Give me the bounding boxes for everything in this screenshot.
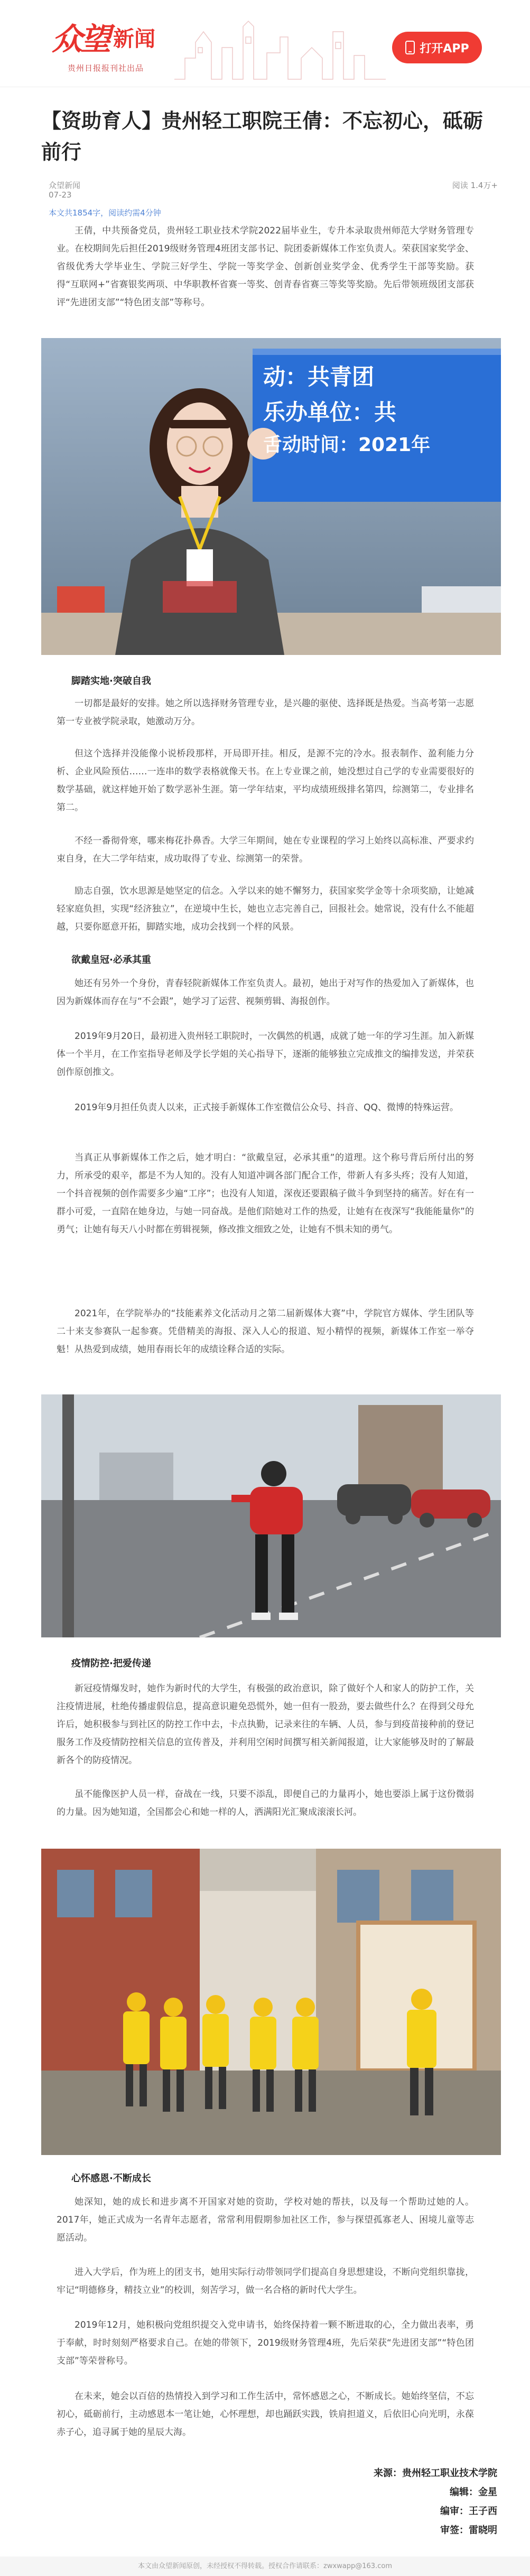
paragraph-intro: 王倩，中共预备党员，贵州轻工职业技术学院2022届毕业生，专升本录取贵州师范大学财务管理专业。在校期间先后担任2019级财务管理4班团支部书记、院团委新媒体工作室负责人。荣获国家奖学金、省级优秀大学毕业生、学院三好学生、学院一等奖学金、创新创业奖学金、优秀学生干部等奖励。获得“互联网+”省赛银奖两项、中华职教杯省赛一等奖、创青春省赛三等奖等奖励。先后带领班级团支部获评“先进团支部”“特色团支部”等称号。 (57, 226, 474, 308)
article-title: 【资助育人】贵州轻工职院王倩：不忘初心，砥砺前行 (41, 109, 483, 164)
paragraph-7: 2019年9月20日，最初进入贵州轻工职院时，一次偶然的机遇，成就了她一年的学习生涯。加入新媒体一个半月，在工作室指导老师及学长学姐的关心指导下，逐渐的能够独立完成推文的编排发送，并荣获创作原创推文。 (57, 1031, 474, 1078)
paragraph-6: 她还有另外一个身份，青春轻院新媒体工作室负责人。最初，她出于对写作的热爱加入了新媒体，也因为新媒体而存在与“不会跟”，她学习了运营、视频剪辑、海报创作。 (57, 978, 474, 1007)
page-footer: 本文由众望新闻原创，未经授权不得转载。授权合作请联系：zwxwapp@163.com (0, 2556, 530, 2576)
paragraph-2: 一切都是最好的安排。她之所以选择财务管理专业，是兴趣的驱使、选择既是热爱。当高考第一志愿第一专业被学院录取，她激动万分。 (57, 698, 474, 727)
section-heading-1: 脚踏实地·突破自我 (71, 676, 151, 687)
city-skyline-illustration (174, 11, 386, 85)
open-app-button[interactable] (392, 32, 482, 63)
banner-line-2: 乐办单位：共 (263, 399, 397, 426)
signoff-approver: 审签：雷晓明 (440, 2525, 497, 2536)
phone-icon (405, 41, 415, 54)
logo-news-text: 新闻 (113, 27, 156, 51)
paragraph-9: 当真正从事新媒体工作之后，她才明白：“欲戴皇冠，必承其重”的道理。这个称号背后所付出的努力，所承受的艰辛，都是不为人知的。没有人知道冲调各部门配合工作，带新人有多头疼；没有人知道，一个抖音视频的创作需要多少遍“工序”；也没有人知道，深夜还要跟稿子做斗争到坚持的痛苦。好在有一群小可爱，一直陪在她身边，与她一同奋战。是他们陪她对工作的热爱，让她有在夜深写“我能能量你”的勇气；让她有每天八小时都在剪辑视频，修改推文细致之处，让她有不惧未知的勇气。 (57, 1153, 474, 1235)
paragraph-13: 她深知，她的成长和进步离不开国家对她的资助，学校对她的帮扶，以及每一个帮助过她的人。2017年，她正式成为一名青年志愿者，常常利用假期参加社区工作，参与探望孤寡老人、困境儿童等志愿活动。 (57, 2197, 474, 2243)
paragraph-8: 2019年9月担任负责人以来，正式接手新媒体工作室微信公众号、抖音、QQ、微博的特殊运营。 (75, 1102, 459, 1113)
article-signoff (286, 2464, 497, 2540)
photo-portrait (41, 338, 501, 655)
signoff-editor: 编辑：金星 (450, 2487, 497, 2498)
article-author[interactable]: 众望新闻 (49, 181, 81, 190)
logo-slogan: 贵州日报报刊社出品 (68, 63, 144, 73)
section-heading-4: 心怀感恩·不断成长 (71, 2173, 151, 2184)
word-count-note: 本文共1854字，阅读约需4分钟 (49, 208, 161, 218)
banner-line-1: 动：共青团 (263, 364, 375, 390)
article-date: 07-23 (49, 190, 72, 200)
read-count: 阅读 1.4万+ (452, 181, 498, 190)
volunteer-group-illustration (41, 1849, 501, 2155)
section-heading-3: 疫情防控·把爱传递 (71, 1658, 151, 1669)
paragraph-12: 虽不能像医护人员一样，奋战在一线，只要不添乱，即便自己的力量再小，她也要添上属于这份微弱的力量。因为她知道，全国都会心和她一样的人，洒满阳光汇聚成滚滚长河。 (57, 1789, 474, 1818)
paragraph-16: 在未来，她会以百倍的热情投入到学习和工作生活中，常怀感恩之心，不断成长。她始终坚信，不忘初心，砥砺前行，主动感恩本一笔让她，心怀理想，却也踊跃实践，铁肩担道义，后依旧心向光明，永葆赤子心，追寻属于她的星辰大海。 (57, 2391, 474, 2438)
photo-street-volunteer (41, 1394, 501, 1637)
paragraph-3: 但这个选择并没能像小说桥段那样，开局即开挂。相反，是源不完的冷水。报表制作、盈利能力分析、企业风险预估……一连串的数学表格就像天书。在上专业课之前，她没想过自己学的专业需要很好的数学基础，就这样她开始了数学恶补生涯。第一学年结束，平均成绩班级排名第四，综测第二，专业排名第二。 (57, 748, 474, 813)
section-heading-2: 欲戴皇冠·必承其重 (71, 954, 151, 966)
street-illustration (41, 1394, 501, 1637)
photo-banner-text (263, 359, 430, 461)
logo-main-text: 众望 (52, 21, 109, 57)
paragraph-10: 2021年，在学院举办的“技能素养文化活动月之第二届新媒体大赛”中，学院官方媒体、学生团队等二十来支参赛队一起参赛。凭借精美的海报、深入人心的报道、短小精悍的视频，新媒体工作室一举夺魁！从热爱到成绩，她用春雨长年的成绩诠释合适的实际。 (57, 1308, 474, 1355)
paragraph-15: 2019年12月，她积极向党组织提交入党申请书，始终保持着一颗不断进取的心，全力做出表率，勇于奉献，时时刻刻严格要求自己。在她的带领下，2019级财务管理4班，先后荣获“先进团支部”“特色团支部”等荣誉称号。 (57, 2320, 474, 2366)
paragraph-11: 新冠疫情爆发时，她作为新时代的大学生，有极强的政治意识，除了做好个人和家人的防护工作，关注疫情进展，杜绝传播虚假信息，提高意识避免恐慌外，她一但有一股劲，要去做些什么？在得到父母允许后，她积极参与到社区的防控工作中去，卡点执勤，记录来往的车辆、人员，参与到疫苗接种前的登记服务工作及疫情防控相关信息的宣传普及，并利用空闲时间撰写相关新闻报道，让大家能够及时的了解最新各个的防疫情况。 (57, 1683, 474, 1766)
paragraph-5: 励志自强，饮水思源是她坚定的信念。入学以来的她不懈努力，获国家奖学金等十余项奖励，让她减轻家庭负担，实现“经济独立”，在逆境中生长，她也立志完善自己，回报社会。她常说，没有什么不能超越，只要你愿意开拓，脚踏实地，成功会找到一个样的风景。 (57, 886, 474, 932)
photo-volunteer-group (41, 1849, 501, 2155)
banner-line-3: 舌动时间：2021年 (263, 434, 431, 456)
signoff-source: 来源：贵州轻工职业技术学院 (374, 2468, 497, 2479)
signoff-reviewer: 编审：王子西 (440, 2506, 497, 2517)
paragraph-4: 不经一番彻骨寒，哪来梅花扑鼻香。大学三年期间，她在专业课程的学习上始终以高标准、严要求约束自身，在大二学年结束，成功取得了专业、综测第一的荣誉。 (57, 836, 474, 864)
top-header (0, 0, 530, 87)
paragraph-14: 进入大学后，作为班上的团支书，她用实际行动带领同学们提高自身思想建设，不断向党组织靠拢，牢记“明德修身，精技立业”的校训，刻苦学习，做一名合格的新时代大学生。 (57, 2267, 474, 2296)
brand-logo[interactable] (52, 21, 156, 57)
open-app-label: 打开APP (420, 42, 469, 55)
